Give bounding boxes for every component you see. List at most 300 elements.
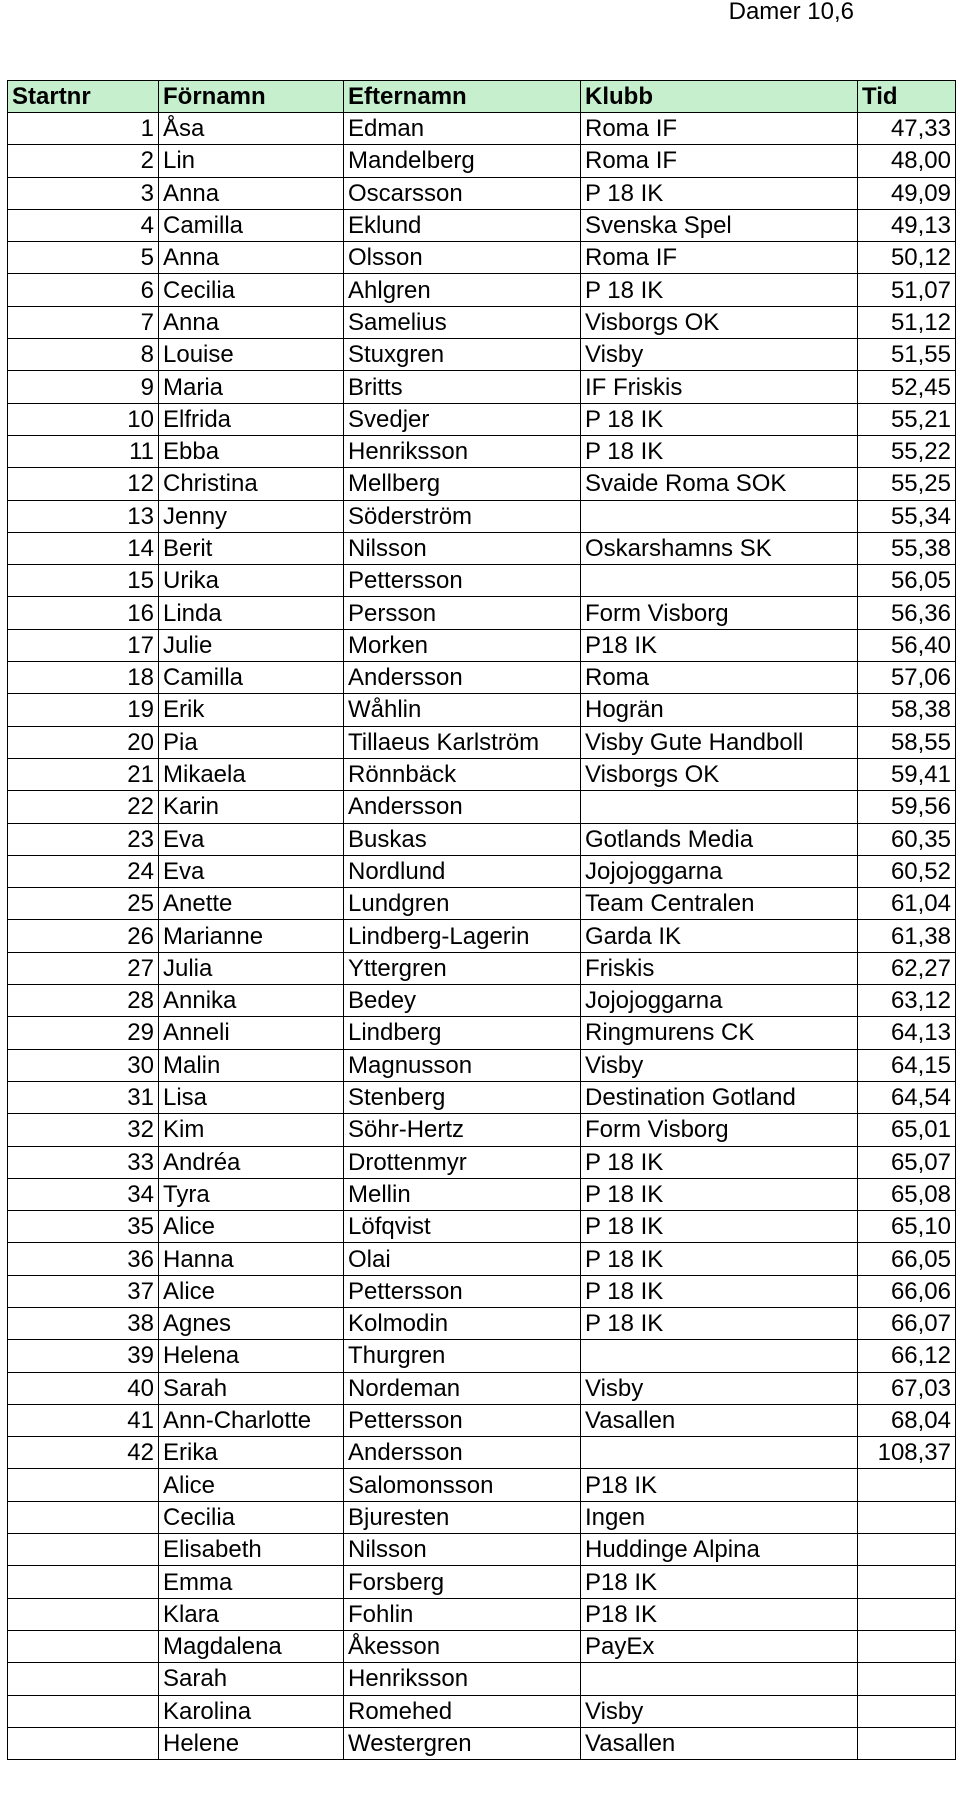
cell-tid: 56,36 <box>858 597 956 629</box>
table-row <box>8 952 956 984</box>
table-row <box>8 694 956 726</box>
table-row <box>8 1501 956 1533</box>
cell-startnr: 41 <box>8 1404 159 1436</box>
table-row <box>8 662 956 694</box>
col-header-fornamn: Förnamn <box>159 81 344 113</box>
col-header-startnr: Startnr <box>8 81 159 113</box>
cell-fornamn: Klara <box>159 1598 344 1630</box>
cell-startnr: 35 <box>8 1211 159 1243</box>
cell-tid <box>858 1501 956 1533</box>
table-row <box>8 1372 956 1404</box>
cell-klubb <box>581 1340 858 1372</box>
cell-tid: 51,12 <box>858 306 956 338</box>
cell-fornamn: Agnes <box>159 1307 344 1339</box>
cell-startnr: 5 <box>8 242 159 274</box>
cell-fornamn: Marianne <box>159 920 344 952</box>
cell-fornamn: Hanna <box>159 1243 344 1275</box>
cell-fornamn: Alice <box>159 1211 344 1243</box>
cell-tid: 60,52 <box>858 855 956 887</box>
cell-klubb: P 18 IK <box>581 1178 858 1210</box>
table-row <box>8 1049 956 1081</box>
cell-startnr: 40 <box>8 1372 159 1404</box>
cell-tid <box>858 1663 956 1695</box>
cell-klubb: P 18 IK <box>581 1146 858 1178</box>
cell-fornamn: Helena <box>159 1340 344 1372</box>
cell-efternamn: Lindberg-Lagerin <box>344 920 581 952</box>
cell-fornamn: Anna <box>159 306 344 338</box>
cell-startnr: 21 <box>8 758 159 790</box>
cell-klubb: IF Friskis <box>581 371 858 403</box>
cell-tid: 50,12 <box>858 242 956 274</box>
cell-fornamn: Karolina <box>159 1695 344 1727</box>
table-row <box>8 113 956 145</box>
col-header-klubb: Klubb <box>581 81 858 113</box>
cell-klubb: Hogrän <box>581 694 858 726</box>
cell-tid: 65,10 <box>858 1211 956 1243</box>
cell-startnr: 24 <box>8 855 159 887</box>
cell-startnr: 10 <box>8 403 159 435</box>
cell-efternamn: Fohlin <box>344 1598 581 1630</box>
cell-efternamn: Morken <box>344 629 581 661</box>
table-row <box>8 888 956 920</box>
cell-efternamn: Kolmodin <box>344 1307 581 1339</box>
cell-tid: 49,09 <box>858 177 956 209</box>
cell-tid: 59,41 <box>858 758 956 790</box>
cell-startnr <box>8 1501 159 1533</box>
cell-tid: 64,15 <box>858 1049 956 1081</box>
cell-tid: 60,35 <box>858 823 956 855</box>
cell-efternamn: Yttergren <box>344 952 581 984</box>
table-row <box>8 823 956 855</box>
table-row <box>8 758 956 790</box>
table-row <box>8 565 956 597</box>
cell-efternamn: Ahlgren <box>344 274 581 306</box>
cell-efternamn: Oscarsson <box>344 177 581 209</box>
cell-startnr: 29 <box>8 1017 159 1049</box>
cell-tid: 63,12 <box>858 985 956 1017</box>
cell-tid <box>858 1534 956 1566</box>
cell-efternamn: Pettersson <box>344 1404 581 1436</box>
cell-fornamn: Andréa <box>159 1146 344 1178</box>
cell-klubb <box>581 565 858 597</box>
cell-efternamn: Eklund <box>344 209 581 241</box>
table-row <box>8 306 956 338</box>
cell-klubb: Roma <box>581 662 858 694</box>
cell-efternamn: Edman <box>344 113 581 145</box>
cell-efternamn: Andersson <box>344 662 581 694</box>
cell-tid: 67,03 <box>858 1372 956 1404</box>
table-row <box>8 1114 956 1146</box>
cell-tid <box>858 1695 956 1727</box>
cell-fornamn: Maria <box>159 371 344 403</box>
cell-fornamn: Mikaela <box>159 758 344 790</box>
cell-efternamn: Bjuresten <box>344 1501 581 1533</box>
cell-klubb: Form Visborg <box>581 597 858 629</box>
cell-fornamn: Berit <box>159 532 344 564</box>
cell-klubb <box>581 500 858 532</box>
cell-fornamn: Erik <box>159 694 344 726</box>
cell-startnr <box>8 1630 159 1662</box>
cell-efternamn: Henriksson <box>344 1663 581 1695</box>
cell-efternamn: Thurgren <box>344 1340 581 1372</box>
table-row <box>8 242 956 274</box>
cell-efternamn: Lindberg <box>344 1017 581 1049</box>
cell-efternamn: Magnusson <box>344 1049 581 1081</box>
cell-klubb: Destination Gotland <box>581 1081 858 1113</box>
cell-tid: 68,04 <box>858 1404 956 1436</box>
cell-fornamn: Julia <box>159 952 344 984</box>
cell-fornamn: Malin <box>159 1049 344 1081</box>
cell-startnr: 3 <box>8 177 159 209</box>
cell-startnr: 13 <box>8 500 159 532</box>
cell-tid: 66,07 <box>858 1307 956 1339</box>
cell-efternamn: Henriksson <box>344 435 581 467</box>
cell-startnr: 20 <box>8 726 159 758</box>
cell-klubb: Visborgs OK <box>581 306 858 338</box>
cell-klubb: Huddinge Alpina <box>581 1534 858 1566</box>
cell-efternamn: Samelius <box>344 306 581 338</box>
cell-klubb <box>581 791 858 823</box>
cell-klubb: P 18 IK <box>581 1275 858 1307</box>
cell-fornamn: Anette <box>159 888 344 920</box>
cell-tid: 58,55 <box>858 726 956 758</box>
cell-tid: 57,06 <box>858 662 956 694</box>
cell-efternamn: Söderström <box>344 500 581 532</box>
cell-efternamn: Nilsson <box>344 532 581 564</box>
cell-tid: 55,21 <box>858 403 956 435</box>
cell-efternamn: Forsberg <box>344 1566 581 1598</box>
table-row <box>8 1211 956 1243</box>
cell-fornamn: Louise <box>159 339 344 371</box>
cell-startnr: 34 <box>8 1178 159 1210</box>
cell-fornamn: Cecilia <box>159 1501 344 1533</box>
table-row <box>8 985 956 1017</box>
cell-efternamn: Pettersson <box>344 1275 581 1307</box>
cell-efternamn: Andersson <box>344 1437 581 1469</box>
cell-klubb: Garda IK <box>581 920 858 952</box>
cell-efternamn: Wåhlin <box>344 694 581 726</box>
cell-klubb: Form Visborg <box>581 1114 858 1146</box>
cell-tid: 51,55 <box>858 339 956 371</box>
cell-fornamn: Ann-Charlotte <box>159 1404 344 1436</box>
cell-startnr <box>8 1695 159 1727</box>
cell-startnr: 25 <box>8 888 159 920</box>
cell-klubb: Svaide Roma SOK <box>581 468 858 500</box>
cell-fornamn: Elfrida <box>159 403 344 435</box>
table-row <box>8 1275 956 1307</box>
cell-fornamn: Alice <box>159 1275 344 1307</box>
cell-klubb: Visby Gute Handboll <box>581 726 858 758</box>
cell-klubb: Ringmurens CK <box>581 1017 858 1049</box>
cell-startnr: 9 <box>8 371 159 403</box>
cell-efternamn: Åkesson <box>344 1630 581 1662</box>
table-row <box>8 1630 956 1662</box>
table-row <box>8 1017 956 1049</box>
cell-startnr: 37 <box>8 1275 159 1307</box>
cell-klubb: P 18 IK <box>581 1243 858 1275</box>
cell-klubb: Oskarshamns SK <box>581 532 858 564</box>
cell-efternamn: Lundgren <box>344 888 581 920</box>
cell-startnr <box>8 1663 159 1695</box>
table-row <box>8 1437 956 1469</box>
cell-startnr: 26 <box>8 920 159 952</box>
cell-efternamn: Persson <box>344 597 581 629</box>
cell-startnr: 32 <box>8 1114 159 1146</box>
cell-startnr: 6 <box>8 274 159 306</box>
cell-tid: 59,56 <box>858 791 956 823</box>
table-row <box>8 1178 956 1210</box>
cell-efternamn: Westergren <box>344 1727 581 1759</box>
cell-klubb: Vasallen <box>581 1404 858 1436</box>
cell-startnr: 18 <box>8 662 159 694</box>
table-row <box>8 1727 956 1759</box>
table-row <box>8 339 956 371</box>
cell-klubb: Team Centralen <box>581 888 858 920</box>
results-table <box>7 80 956 1760</box>
cell-efternamn: Drottenmyr <box>344 1146 581 1178</box>
cell-klubb: Friskis <box>581 952 858 984</box>
cell-fornamn: Anna <box>159 177 344 209</box>
cell-startnr <box>8 1727 159 1759</box>
cell-klubb: P 18 IK <box>581 403 858 435</box>
cell-tid: 51,07 <box>858 274 956 306</box>
cell-fornamn: Åsa <box>159 113 344 145</box>
cell-fornamn: Emma <box>159 1566 344 1598</box>
cell-fornamn: Alice <box>159 1469 344 1501</box>
table-row <box>8 1469 956 1501</box>
cell-tid <box>858 1469 956 1501</box>
cell-tid: 64,54 <box>858 1081 956 1113</box>
cell-startnr: 2 <box>8 145 159 177</box>
table-row <box>8 1404 956 1436</box>
cell-efternamn: Mellberg <box>344 468 581 500</box>
cell-fornamn: Camilla <box>159 662 344 694</box>
cell-fornamn: Pia <box>159 726 344 758</box>
cell-fornamn: Urika <box>159 565 344 597</box>
cell-efternamn: Svedjer <box>344 403 581 435</box>
cell-tid: 65,07 <box>858 1146 956 1178</box>
cell-klubb: Roma IF <box>581 113 858 145</box>
cell-tid: 55,25 <box>858 468 956 500</box>
table-row <box>8 532 956 564</box>
cell-klubb: P 18 IK <box>581 1307 858 1339</box>
cell-fornamn: Magdalena <box>159 1630 344 1662</box>
cell-efternamn: Olai <box>344 1243 581 1275</box>
cell-efternamn: Britts <box>344 371 581 403</box>
table-row <box>8 371 956 403</box>
cell-startnr: 31 <box>8 1081 159 1113</box>
table-row <box>8 1598 956 1630</box>
cell-tid <box>858 1598 956 1630</box>
cell-klubb: Visby <box>581 1695 858 1727</box>
cell-startnr: 30 <box>8 1049 159 1081</box>
col-header-efternamn: Efternamn <box>344 81 581 113</box>
cell-tid: 65,08 <box>858 1178 956 1210</box>
cell-startnr: 15 <box>8 565 159 597</box>
cell-klubb: P 18 IK <box>581 177 858 209</box>
page-title: Damer 10,6 <box>728 0 854 25</box>
cell-fornamn: Sarah <box>159 1372 344 1404</box>
cell-startnr: 14 <box>8 532 159 564</box>
cell-startnr <box>8 1566 159 1598</box>
cell-startnr: 4 <box>8 209 159 241</box>
cell-fornamn: Anna <box>159 242 344 274</box>
cell-efternamn: Nordlund <box>344 855 581 887</box>
cell-efternamn: Mandelberg <box>344 145 581 177</box>
cell-startnr: 1 <box>8 113 159 145</box>
cell-fornamn: Helene <box>159 1727 344 1759</box>
table-row <box>8 920 956 952</box>
cell-klubb: P18 IK <box>581 1566 858 1598</box>
cell-startnr: 16 <box>8 597 159 629</box>
cell-klubb: Ingen <box>581 1501 858 1533</box>
table-row <box>8 1340 956 1372</box>
cell-tid: 61,04 <box>858 888 956 920</box>
cell-klubb: P 18 IK <box>581 1211 858 1243</box>
cell-efternamn: Söhr-Hertz <box>344 1114 581 1146</box>
cell-klubb: Visby <box>581 1372 858 1404</box>
col-header-tid: Tid <box>858 81 956 113</box>
cell-efternamn: Nordeman <box>344 1372 581 1404</box>
table-row <box>8 500 956 532</box>
cell-klubb: Gotlands Media <box>581 823 858 855</box>
table-row <box>8 1566 956 1598</box>
table-row <box>8 1534 956 1566</box>
cell-startnr <box>8 1469 159 1501</box>
table-row <box>8 274 956 306</box>
cell-tid: 108,37 <box>858 1437 956 1469</box>
cell-tid: 66,12 <box>858 1340 956 1372</box>
table-row <box>8 791 956 823</box>
cell-klubb <box>581 1437 858 1469</box>
cell-tid: 64,13 <box>858 1017 956 1049</box>
cell-tid: 52,45 <box>858 371 956 403</box>
cell-fornamn: Ebba <box>159 435 344 467</box>
cell-fornamn: Eva <box>159 823 344 855</box>
cell-startnr: 42 <box>8 1437 159 1469</box>
cell-tid <box>858 1727 956 1759</box>
cell-klubb: Roma IF <box>581 145 858 177</box>
cell-efternamn: Löfqvist <box>344 1211 581 1243</box>
cell-efternamn: Nilsson <box>344 1534 581 1566</box>
cell-efternamn: Stuxgren <box>344 339 581 371</box>
cell-klubb: PayEx <box>581 1630 858 1662</box>
cell-efternamn: Salomonsson <box>344 1469 581 1501</box>
cell-fornamn: Karin <box>159 791 344 823</box>
cell-klubb: P18 IK <box>581 629 858 661</box>
cell-tid: 48,00 <box>858 145 956 177</box>
cell-efternamn: Bedey <box>344 985 581 1017</box>
table-row <box>8 468 956 500</box>
table-row <box>8 629 956 661</box>
cell-startnr: 17 <box>8 629 159 661</box>
cell-startnr: 19 <box>8 694 159 726</box>
cell-efternamn: Mellin <box>344 1178 581 1210</box>
cell-klubb <box>581 1663 858 1695</box>
table-row <box>8 1663 956 1695</box>
cell-klubb: Visby <box>581 339 858 371</box>
cell-efternamn: Rönnbäck <box>344 758 581 790</box>
table-row <box>8 1307 956 1339</box>
cell-efternamn: Pettersson <box>344 565 581 597</box>
table-row <box>8 145 956 177</box>
cell-tid: 55,34 <box>858 500 956 532</box>
cell-tid: 61,38 <box>858 920 956 952</box>
cell-fornamn: Jenny <box>159 500 344 532</box>
table-row <box>8 1146 956 1178</box>
cell-klubb: P18 IK <box>581 1598 858 1630</box>
cell-startnr: 38 <box>8 1307 159 1339</box>
table-row <box>8 855 956 887</box>
cell-fornamn: Eva <box>159 855 344 887</box>
table-row <box>8 435 956 467</box>
cell-klubb: Visborgs OK <box>581 758 858 790</box>
cell-tid: 49,13 <box>858 209 956 241</box>
table-row <box>8 209 956 241</box>
cell-tid <box>858 1630 956 1662</box>
cell-startnr: 33 <box>8 1146 159 1178</box>
cell-startnr: 27 <box>8 952 159 984</box>
cell-startnr: 8 <box>8 339 159 371</box>
cell-efternamn: Romehed <box>344 1695 581 1727</box>
cell-efternamn: Tillaeus Karlström <box>344 726 581 758</box>
cell-tid: 56,40 <box>858 629 956 661</box>
cell-efternamn: Stenberg <box>344 1081 581 1113</box>
cell-efternamn: Buskas <box>344 823 581 855</box>
table-row <box>8 177 956 209</box>
cell-klubb: P 18 IK <box>581 435 858 467</box>
cell-startnr: 36 <box>8 1243 159 1275</box>
header-row <box>8 81 956 113</box>
cell-klubb: Vasallen <box>581 1727 858 1759</box>
table-row <box>8 597 956 629</box>
cell-startnr: 12 <box>8 468 159 500</box>
table-row <box>8 1081 956 1113</box>
cell-klubb: Visby <box>581 1049 858 1081</box>
cell-fornamn: Elisabeth <box>159 1534 344 1566</box>
cell-tid: 65,01 <box>858 1114 956 1146</box>
cell-fornamn: Sarah <box>159 1663 344 1695</box>
cell-tid <box>858 1566 956 1598</box>
table-row <box>8 1695 956 1727</box>
cell-fornamn: Anneli <box>159 1017 344 1049</box>
cell-tid: 55,38 <box>858 532 956 564</box>
cell-fornamn: Christina <box>159 468 344 500</box>
cell-fornamn: Annika <box>159 985 344 1017</box>
cell-tid: 47,33 <box>858 113 956 145</box>
cell-startnr <box>8 1598 159 1630</box>
cell-efternamn: Olsson <box>344 242 581 274</box>
cell-startnr <box>8 1534 159 1566</box>
cell-fornamn: Camilla <box>159 209 344 241</box>
cell-efternamn: Andersson <box>344 791 581 823</box>
cell-tid: 58,38 <box>858 694 956 726</box>
cell-klubb: Svenska Spel <box>581 209 858 241</box>
cell-startnr: 7 <box>8 306 159 338</box>
cell-tid: 66,06 <box>858 1275 956 1307</box>
table-row <box>8 403 956 435</box>
cell-fornamn: Cecilia <box>159 274 344 306</box>
cell-klubb: Roma IF <box>581 242 858 274</box>
cell-startnr: 22 <box>8 791 159 823</box>
cell-klubb: P 18 IK <box>581 274 858 306</box>
cell-fornamn: Linda <box>159 597 344 629</box>
cell-fornamn: Erika <box>159 1437 344 1469</box>
cell-startnr: 23 <box>8 823 159 855</box>
cell-klubb: Jojojoggarna <box>581 855 858 887</box>
cell-tid: 66,05 <box>858 1243 956 1275</box>
cell-tid: 55,22 <box>858 435 956 467</box>
